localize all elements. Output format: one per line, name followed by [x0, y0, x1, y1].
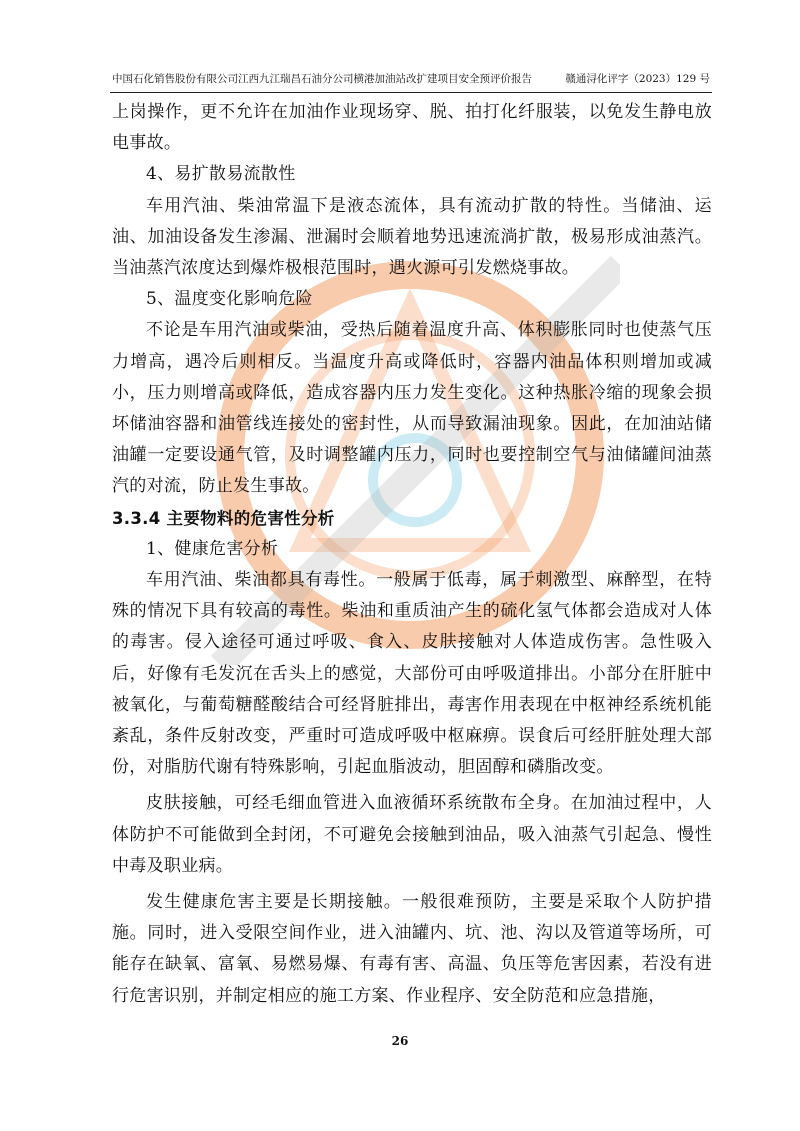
page-body: [112, 97, 712, 1012]
subheading-item-4: 4、易扩散易流散性: [146, 164, 296, 185]
subheading-health-hazard: 1、健康危害分析: [146, 538, 279, 559]
page-header: [112, 72, 710, 86]
header-report-title: 中国石化销售股份有限公司江西九江瑞昌石油分公司横港加油站改扩建项目安全预评价报告: [112, 73, 532, 85]
paragraph-long-term-exposure: 发生健康危害主要是长期接触。一般很难预防，主要是采取个人防护措施。同时，进入受限空间作业，进入油罐内、坑、池、沟以及管道等场所，可能存在缺氧、富氧、易燃易爆、有毒有害、高温、负压等危害因素，若没有进行危害识别，并制定相应的施工方案、作业程序、安全防范和应急措施，: [112, 892, 712, 1006]
paragraph-toxicity: 车用汽油、柴油都具有毒性。一般属于低毒，属于刺激型、麻醉型，在特殊的情况下具有较高的毒性。柴油和重质油产生的硫化氢气体都会造成对人体的毒害。侵入途径可通过呼吸、食入、皮肤接触对人体造成伤害。急性吸入后，好像有毛发沉在舌头上的感觉，大部份可由呼吸道排出。小部分在肝脏中被氧化，与葡萄糖醛酸结合可经肾脏排出，毒害作用表现在中枢神经系统机能紊乱，条件反射改变，严重时可造成呼吸中枢麻痹。误食后可经肝脏处理大部份，对脂肪代谢有特殊影响，引起血脂波动，胆固醇和磷脂改变。: [112, 570, 712, 778]
paragraph-skin-contact: 皮肤接触，可经毛细血管进入血液循环系统散布全身。在加油过程中，人体防护不可能做到全封闭，不可避免会接触到油品，吸入油蒸气引起急、慢性中毒及职业病。: [112, 793, 712, 876]
page-number: 26: [391, 1034, 409, 1048]
paragraph-temperature: 不论是车用汽油或柴油，受热后随着温度升高、体积膨胀同时也使蒸气压力增高，遇冷后则相反。当温度升高或降低时，容器内油品体积则增加或减小，压力则增高或降低，造成容器内压力发生变化。这种热胀冷缩的现象会损坏储油容器和油管线连接处的密封性，从而导致漏油现象。因此，在加油站储油罐一定要设通气管，及时调整罐内压力，同时也要控制空气与油储罐间油蒸汽的对流，防止发生事故。: [112, 320, 712, 497]
header-document-number: 赣通浔化评字（2023）129 号: [565, 73, 710, 85]
paragraph-diffusion: 车用汽油、柴油常温下是液态流体，具有流动扩散的特性。当储油、运油、加油设备发生渗漏、泄漏时会顺着地势迅速流淌扩散，极易形成油蒸汽。当油蒸汽浓度达到爆炸极根范围时，遇火源可引发燃烧事故。: [112, 195, 712, 279]
header-divider: [110, 92, 712, 93]
paragraph-continuation: 上岗操作，更不允许在加油作业现场穿、脱、拍打化纤服装，以免发生静电放电事故。: [112, 102, 712, 154]
section-heading: 3.3.4 主要物料的危害性分析: [112, 508, 335, 528]
subheading-item-5: 5、温度变化影响危险: [146, 289, 313, 310]
